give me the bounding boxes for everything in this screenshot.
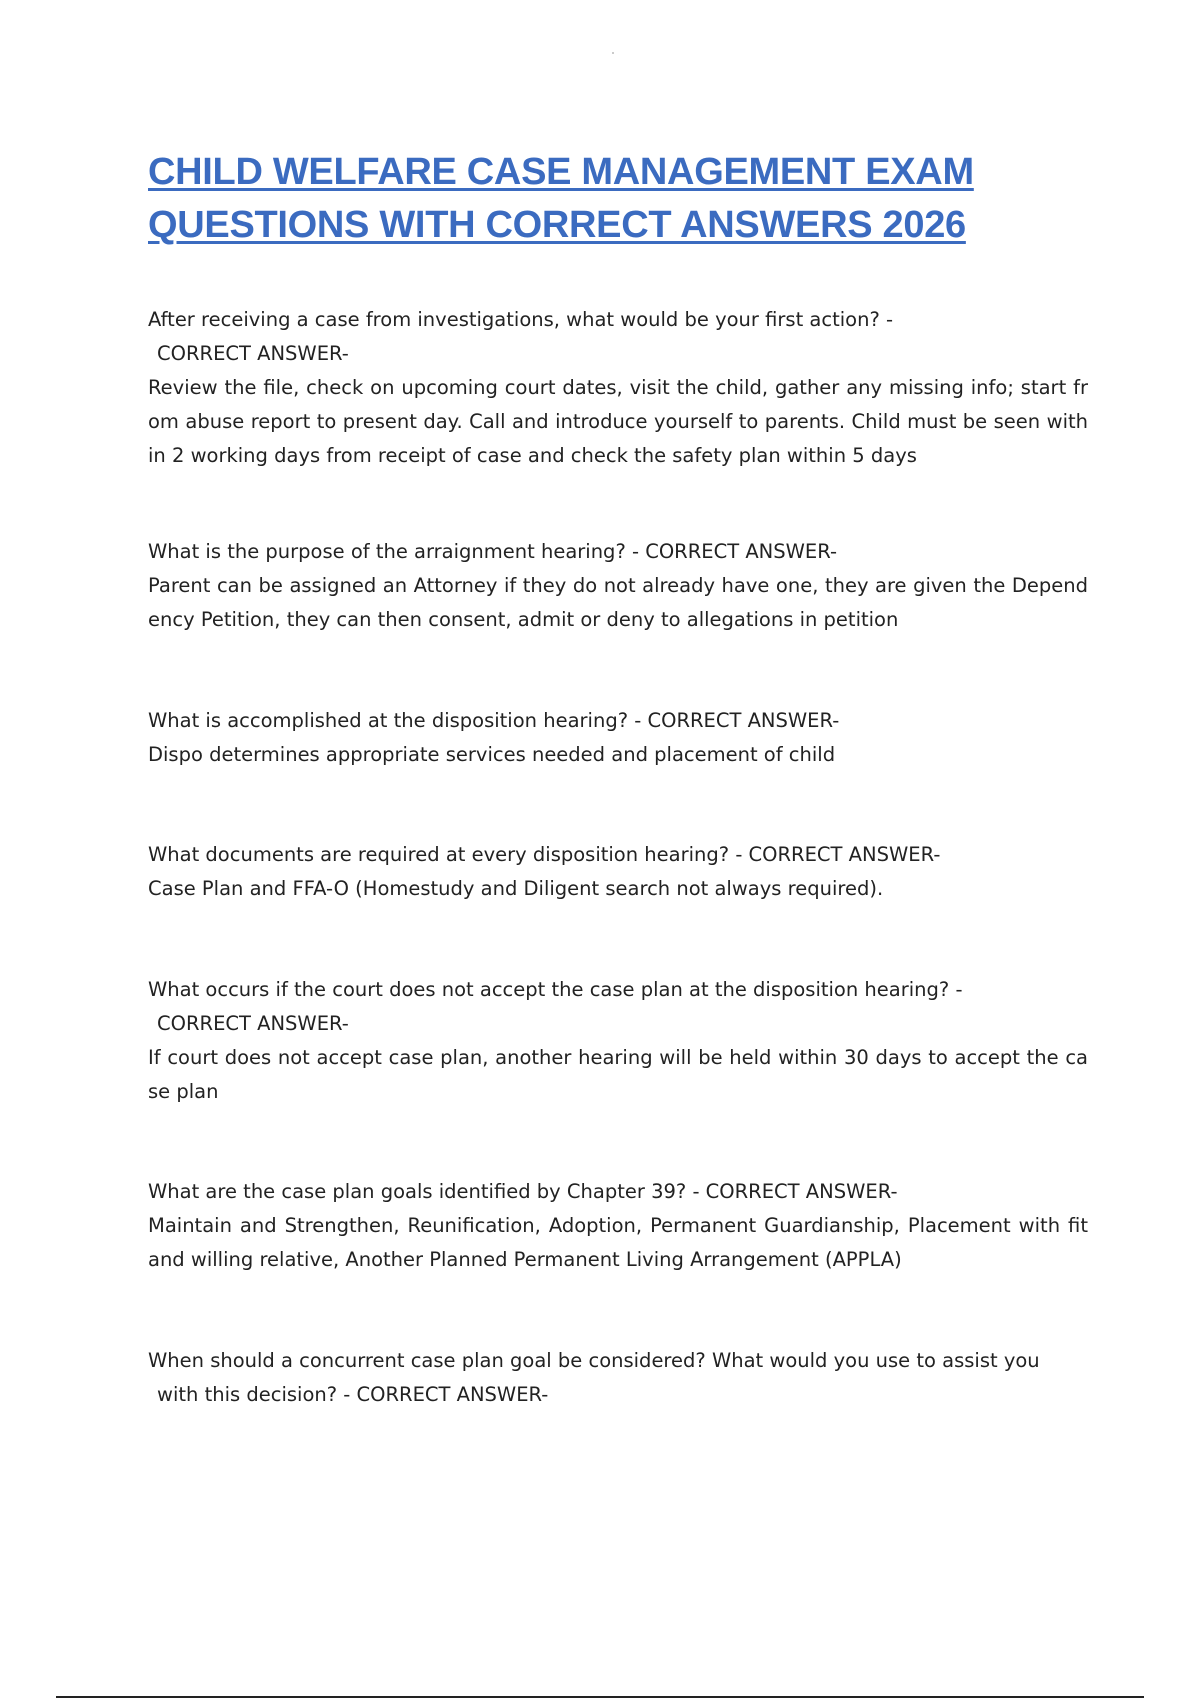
answer-label-1: CORRECT ANSWER- xyxy=(157,342,349,365)
document-title xyxy=(148,146,1068,252)
page-dot xyxy=(612,52,614,54)
qa-item-3 xyxy=(148,704,1088,772)
qa-item-4 xyxy=(148,838,1088,906)
bottom-rule xyxy=(56,1696,1144,1698)
qa-item-6 xyxy=(148,1175,1088,1277)
answer-label-7: with this decision? - CORRECT ANSWER- xyxy=(157,1383,549,1406)
answer-6: Maintain and Strengthen, Reunification, Adoption, Permanent Guardianship, Placement with fit and willing relative, Another Planned Permanent Living Arrangement (APPLA) xyxy=(148,1214,1088,1271)
question-5: What occurs if the court does not accept the case plan at the disposition hearing? - xyxy=(148,978,963,1001)
answer-4: Case Plan and FFA-O (Homestudy and Diligent search not always required). xyxy=(148,877,884,900)
question-1: After receiving a case from investigations, what would be your first action? - xyxy=(148,308,894,331)
qa-item-5 xyxy=(148,973,1088,1109)
qa-item-2 xyxy=(148,535,1088,637)
question-2: What is the purpose of the arraignment hearing? - CORRECT ANSWER- xyxy=(148,540,838,563)
title-line-2: QUESTIONS WITH CORRECT ANSWERS 2026 xyxy=(148,204,966,246)
answer-2: Parent can be assigned an Attorney if they do not already have one, they are given the Dependency Petition, they can then consent, admit or deny to allegations in petition xyxy=(148,574,1088,631)
question-3: What is accomplished at the disposition hearing? - CORRECT ANSWER- xyxy=(148,709,840,732)
qa-item-1 xyxy=(148,303,1088,473)
answer-5: If court does not accept case plan, another hearing will be held within 30 days to accept the case plan xyxy=(148,1046,1088,1103)
qa-item-7 xyxy=(148,1344,1088,1412)
question-4: What documents are required at every disposition hearing? - CORRECT ANSWER- xyxy=(148,843,941,866)
title-line-1: CHILD WELFARE CASE MANAGEMENT EXAM xyxy=(148,151,974,193)
question-7: When should a concurrent case plan goal be considered? What would you use to assist you xyxy=(148,1349,1040,1372)
answer-1: Review the file, check on upcoming court dates, visit the child, gather any missing info; start from abuse report to present day. Call and introduce yourself to parents. Child must be seen within 2 working days from receipt of case and check the safety plan within 5 days xyxy=(148,376,1088,467)
answer-label-5: CORRECT ANSWER- xyxy=(157,1012,349,1035)
question-6: What are the case plan goals identified by Chapter 39? - CORRECT ANSWER- xyxy=(148,1180,898,1203)
answer-3: Dispo determines appropriate services needed and placement of child xyxy=(148,743,836,766)
